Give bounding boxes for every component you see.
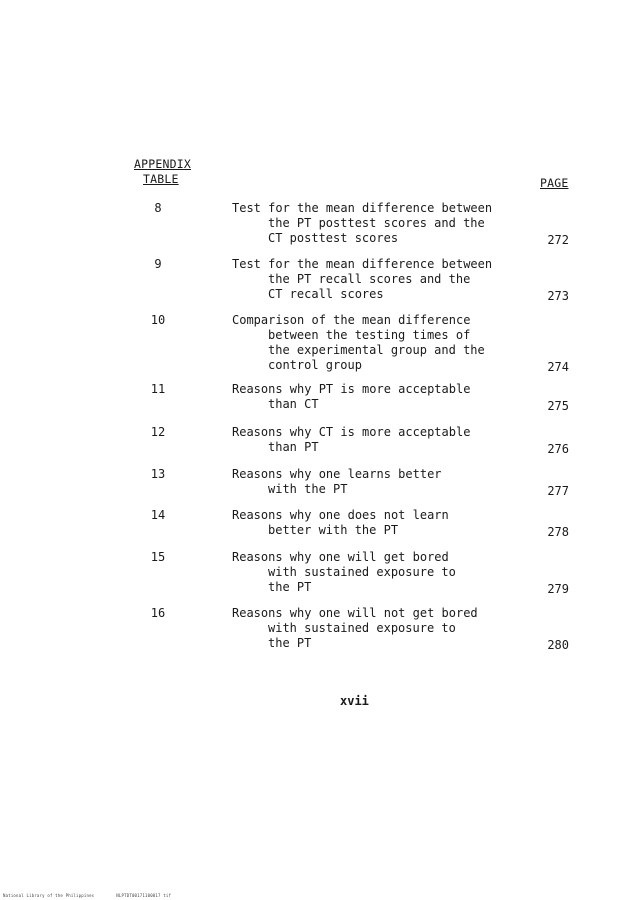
page-folio: xvii (340, 694, 369, 708)
footer-source: National Library of the Philippines (3, 893, 95, 898)
entry-number: 16 (150, 606, 166, 620)
entry-title-line: Reasons why PT is more acceptable (232, 382, 471, 396)
entry-page-number: 272 (547, 233, 569, 247)
entry-title (232, 606, 478, 651)
entry-title (232, 550, 456, 595)
entry-title (232, 425, 470, 455)
entry-number: 10 (150, 313, 166, 327)
entry-title (232, 382, 470, 412)
page-column-heading: PAGE (540, 176, 569, 190)
entry-title-line: the PT (268, 636, 312, 650)
entry-title-line: with the PT (268, 482, 348, 496)
footer-file: NLPTDT00171100017 tif (116, 893, 172, 898)
entry-title (232, 508, 449, 538)
entry-page-number: 280 (547, 638, 569, 652)
entry-title-line: Reasons why one will not get bored (232, 606, 478, 620)
scan-footer (3, 893, 193, 898)
entry-page-number: 278 (547, 525, 569, 539)
entry-title-line: Reasons why CT is more acceptable (232, 425, 471, 439)
entry-title-line: Reasons why one does not learn (232, 508, 449, 522)
entry-title (232, 257, 492, 302)
entry-title-line: Reasons why one learns better (232, 467, 442, 481)
entry-page-number: 275 (547, 399, 569, 413)
appendix-heading: APPENDIX (134, 157, 191, 171)
entry-title-line: Test for the mean difference between (232, 201, 493, 215)
entry-title-line: CT recall scores (268, 287, 384, 301)
entry-title (232, 467, 442, 497)
entry-number: 9 (154, 257, 162, 271)
entry-title-line: with sustained exposure to (268, 565, 456, 579)
entry-number: 11 (150, 382, 166, 396)
entry-title-line: better with the PT (268, 523, 399, 537)
entry-number: 13 (150, 467, 166, 481)
entry-title-line: than CT (268, 397, 319, 411)
entry-title (232, 201, 492, 246)
entry-title-line: the PT recall scores and the (268, 272, 471, 286)
entry-title-line: than PT (268, 440, 319, 454)
entry-title-line: the experimental group and the (268, 343, 485, 357)
entry-page-number: 273 (547, 289, 569, 303)
table-column-heading: TABLE (143, 172, 179, 186)
entry-page-number: 277 (547, 484, 569, 498)
entry-title-line: between the testing times of (268, 328, 471, 342)
entry-number: 15 (150, 550, 166, 564)
entry-title-line: the PT (268, 580, 312, 594)
entry-title-line: the PT posttest scores and the (268, 216, 485, 230)
entry-title-line: with sustained exposure to (268, 621, 456, 635)
entry-title-line: Comparison of the mean difference (232, 313, 471, 327)
entry-number: 14 (150, 508, 166, 522)
entry-title-line: Reasons why one will get bored (232, 550, 449, 564)
entry-page-number: 274 (547, 360, 569, 374)
entry-title-line: control group (268, 358, 362, 372)
entry-title (232, 313, 485, 373)
entry-page-number: 276 (547, 442, 569, 456)
entry-title-line: Test for the mean difference between (232, 257, 493, 271)
entry-number: 12 (150, 425, 166, 439)
entry-number: 8 (154, 201, 162, 215)
entry-page-number: 279 (547, 582, 569, 596)
entry-title-line: CT posttest scores (268, 231, 399, 245)
